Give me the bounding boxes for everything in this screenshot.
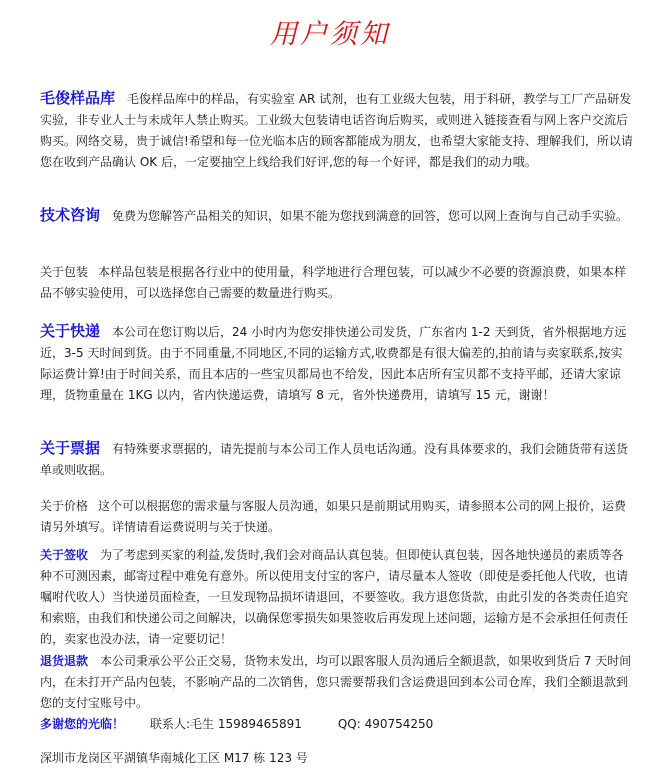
page-title: 用户须知 bbox=[270, 19, 390, 50]
section-price bbox=[40, 496, 634, 538]
section-text: 本公司秉承公平公正交易，货物未发出，均可以跟客服人员沟通后全额退款，如果收到货后 7 天时间内，在未打开产品内包装，不影响产品的二次销售，您只需要帮我们含运费退回到本公司仓库，我们全额退款到您的支付宝账号中。 bbox=[40, 654, 632, 710]
footer-contact-line bbox=[40, 714, 433, 734]
section-text: 为了考虑到买家的利益,发货时,我们会对商品认真包装。但即使认真包装，因各地快递员的素质等各种不可测因素，邮寄过程中难免有意外。所以使用支付宝的客户，请尽量本人签收（即使是委托他人代收，也请嘱咐代收人）当快递员面检查，一旦发现物品损坏请退回，不要签收。我方退您货款，由此引发的各类责任追究和索赔，由我们和快递公司之间解决，以确保您零损失如果签收后再发现上述问题，运输方是不会承担任何责任的，卖家也没办法，请一定要切记！ bbox=[40, 548, 629, 646]
contact-person: 联系人:毛生 15989465891 bbox=[150, 717, 302, 731]
section-text: 这个可以根据您的需求量与客服人员沟通，如果只是前期试用购买，请参照本公司的网上报价，运费请另外填写。详情请看运费说明与关于快递。 bbox=[40, 499, 627, 534]
section-heading: 关于包装 bbox=[40, 265, 89, 279]
section-text: 有特殊要求票据的，请先提前与本公司工作人员电话沟通。没有具体要求的，我们会随货带有送货单或则收据。 bbox=[40, 442, 629, 477]
section-text: 免费为您解答产品相关的知识，如果不能为您找到满意的回答，您可以网上查询与自己动手实验。 bbox=[112, 209, 629, 223]
section-heading: 毛俊样品库 bbox=[40, 89, 116, 107]
section-invoice bbox=[40, 438, 634, 481]
section-heading: 关于快递 bbox=[40, 322, 101, 340]
section-text: 本公司在您订购以后，24 小时内为您安排快递公司发货，广东省内 1-2 天到货，省外根据地方远近，3-5 天时间到货。由于不同重量,不同地区,不同的运输方式,收费都是有很大偏差的,拍前请与卖家联系,按实际运费计算!由于时间关系，而且本店的一些宝贝都局也不给发，因此本店所有宝贝都不支持平邮，还请大家谅理，货物重量在 1KG 以内，省内快递运费，请填写 8 元，省外快递费用，请填写 15 元，谢谢！ bbox=[40, 325, 627, 402]
section-tech-consult bbox=[40, 205, 634, 227]
section-heading: 关于签收 bbox=[40, 548, 89, 562]
section-heading: 关于价格 bbox=[40, 499, 89, 513]
section-heading: 技术咨询 bbox=[40, 206, 101, 224]
thanks-text: 多谢您的光临！ bbox=[40, 717, 125, 731]
section-heading: 关于票据 bbox=[40, 439, 101, 457]
section-text: 本样品包装是根据各行业中的使用量，科学地进行合理包装，可以减少不必要的资源浪费，如果本样品不够实验使用，可以选择您自己需要的数量进行购买。 bbox=[40, 265, 627, 300]
section-sample-library bbox=[40, 88, 634, 173]
section-receipt bbox=[40, 545, 634, 650]
section-refund bbox=[40, 651, 634, 714]
qq-number: QQ: 490754250 bbox=[337, 717, 434, 731]
section-delivery bbox=[40, 321, 634, 406]
footer-address: 深圳市龙岗区平湖镇华南城化工区 M17 栋 123 号 bbox=[40, 751, 308, 765]
section-packaging bbox=[40, 262, 634, 304]
section-heading: 退货退款 bbox=[40, 654, 89, 668]
section-text: 毛俊样品库中的样品，有实验室 AR 试剂，也有工业级大包装，用于科研，教学与工厂产品研发实验，非专业人士与未成年人禁止购买。工业级大包装请电话咨询后购买，或则进入链接查看与网上客户交流后购买。网络交易，贵于诚信!希望和每一位光临本店的顾客都能成为朋友，也希望大家能支持、理解我们，所以请您在收到产品确认 OK 后，一定要抽空上线给我们好评,您的每一个好评，都是我们的动力哦。 bbox=[40, 92, 633, 169]
